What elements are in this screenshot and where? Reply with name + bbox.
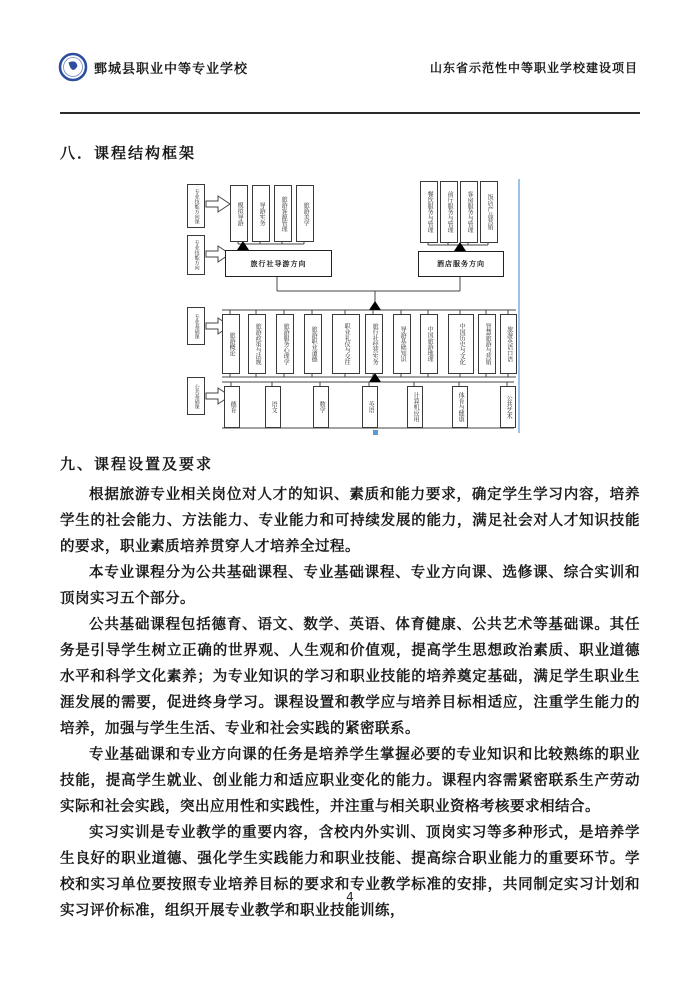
course-box: 中国旅游地理 xyxy=(420,314,438,374)
course-box: 模拟导游 xyxy=(230,185,248,242)
section-8-heading: 八．课程结构框架 xyxy=(60,144,197,162)
course-box: 旅行社经营实务 xyxy=(365,314,383,374)
course-box: 导游实务 xyxy=(252,185,270,242)
page-number: 4 xyxy=(346,890,354,904)
page-header xyxy=(0,52,700,82)
course-box: 职业礼仪与交往 xyxy=(332,314,360,374)
paragraph: 专业基础课和专业方向课的任务是培养学生掌握必要的专业知识和比较熟练的职业技能，提高学生就业、创业能力和适应职业变化的能力。课程内容需紧密联系生产劳动实际和社会实践，突出应用性和实践性，并注重与相关职业资格考核要求相结合。 xyxy=(60,747,640,815)
course-box: 客房服务与管理 xyxy=(460,181,478,243)
header-divider xyxy=(60,112,640,114)
course-box: 德育 xyxy=(224,386,240,428)
school-name: 鄄城县职业中等专业学校 xyxy=(94,61,249,77)
paragraph: 公共基础课程包括德育、语文、数学、英语、体育健康、公共艺术等基础课。其任务是引导学生树立正确的世界观、人生观和价值观，提高学生思想政治素质、职业道德水平和科学文化素养；为专业知识的学习和职业技能的培养奠定基础，满足学生职业生涯发展的需要，促进终身学习。课程设置和教学应与培养目标相适应，注重学生能力的培养，加强与学生生活、专业和社会实践的紧密联系。 xyxy=(60,617,640,737)
label-public-base: 公共基础课 xyxy=(187,377,205,415)
school-logo-icon xyxy=(58,52,88,82)
label-skill-direction-course: 专业技能方向课 xyxy=(187,184,205,228)
course-box: 智慧旅游与营销 xyxy=(478,314,496,374)
course-box: 饭店产品营销 xyxy=(480,181,498,243)
paragraph: 实习实训是专业教学的重要内容，含校内外实训、顶岗实习等多种形式，是培养学生良好的职业道德、强化学生实践能力和职业技能、提高综合职业能力的重要环节。学校和实习单位要按照专业培养目标的要求和专业教学标准的安排，共同制定实习计划和实习评价标准，组织开展专业教学和职业技能训练， xyxy=(60,825,640,919)
course-box: 英语 xyxy=(362,386,378,428)
page-content xyxy=(0,112,700,924)
curriculum-structure-diagram xyxy=(185,177,530,437)
course-box: 旅游美学 xyxy=(296,185,314,242)
paragraph: 本专业课程分为公共基础课程、专业基础课程、专业方向课、选修课、综合实训和顶岗实习五个部分。 xyxy=(60,565,640,607)
course-box: 计算机应用 xyxy=(407,386,423,428)
project-title: 山东省示范性中等职业学校建设项目 xyxy=(429,60,638,75)
course-box: 语文 xyxy=(265,386,281,428)
header-left xyxy=(58,52,248,82)
course-box: 前厅服务与管理 xyxy=(440,181,458,243)
course-box: 旅游服务心理学 xyxy=(276,314,294,374)
paragraph: 根据旅游专业相关岗位对人才的知识、素质和能力要求，确定学生学习内容，培养学生的社会能力、方法能力、专业能力和可持续发展的能力，满足社会对人才知识技能的要求，职业素质培养贯穿人才培养全过程。 xyxy=(60,487,640,555)
selection-handle xyxy=(373,430,378,435)
direction-box-hotel: 酒店服务方向 xyxy=(418,251,504,277)
label-skill-direction: 专业技能方向 xyxy=(187,235,205,275)
direction-box-guide: 旅行社导游方向 xyxy=(225,250,332,277)
course-box: 旅游概论 xyxy=(222,314,240,374)
course-box: 旅游政策与法规 xyxy=(248,314,266,374)
label-professional-base: 专业基础课 xyxy=(187,307,205,345)
section-9-heading: 九、课程设置及要求 xyxy=(60,455,214,473)
section-9-body xyxy=(60,482,640,924)
course-box: 中国历史与文化 xyxy=(448,314,474,374)
course-box: 数学 xyxy=(313,386,329,428)
course-box: 旅游职业道德 xyxy=(304,314,322,374)
course-box: 体育与健康 xyxy=(452,386,468,428)
course-box: 公共艺术 xyxy=(500,386,516,428)
course-box: 旅游英语口语 xyxy=(500,314,517,374)
course-box: 旅游客源管理 xyxy=(274,185,292,242)
course-box: 导游基础知识 xyxy=(393,314,411,374)
course-box: 餐饮服务与管理 xyxy=(420,181,438,243)
